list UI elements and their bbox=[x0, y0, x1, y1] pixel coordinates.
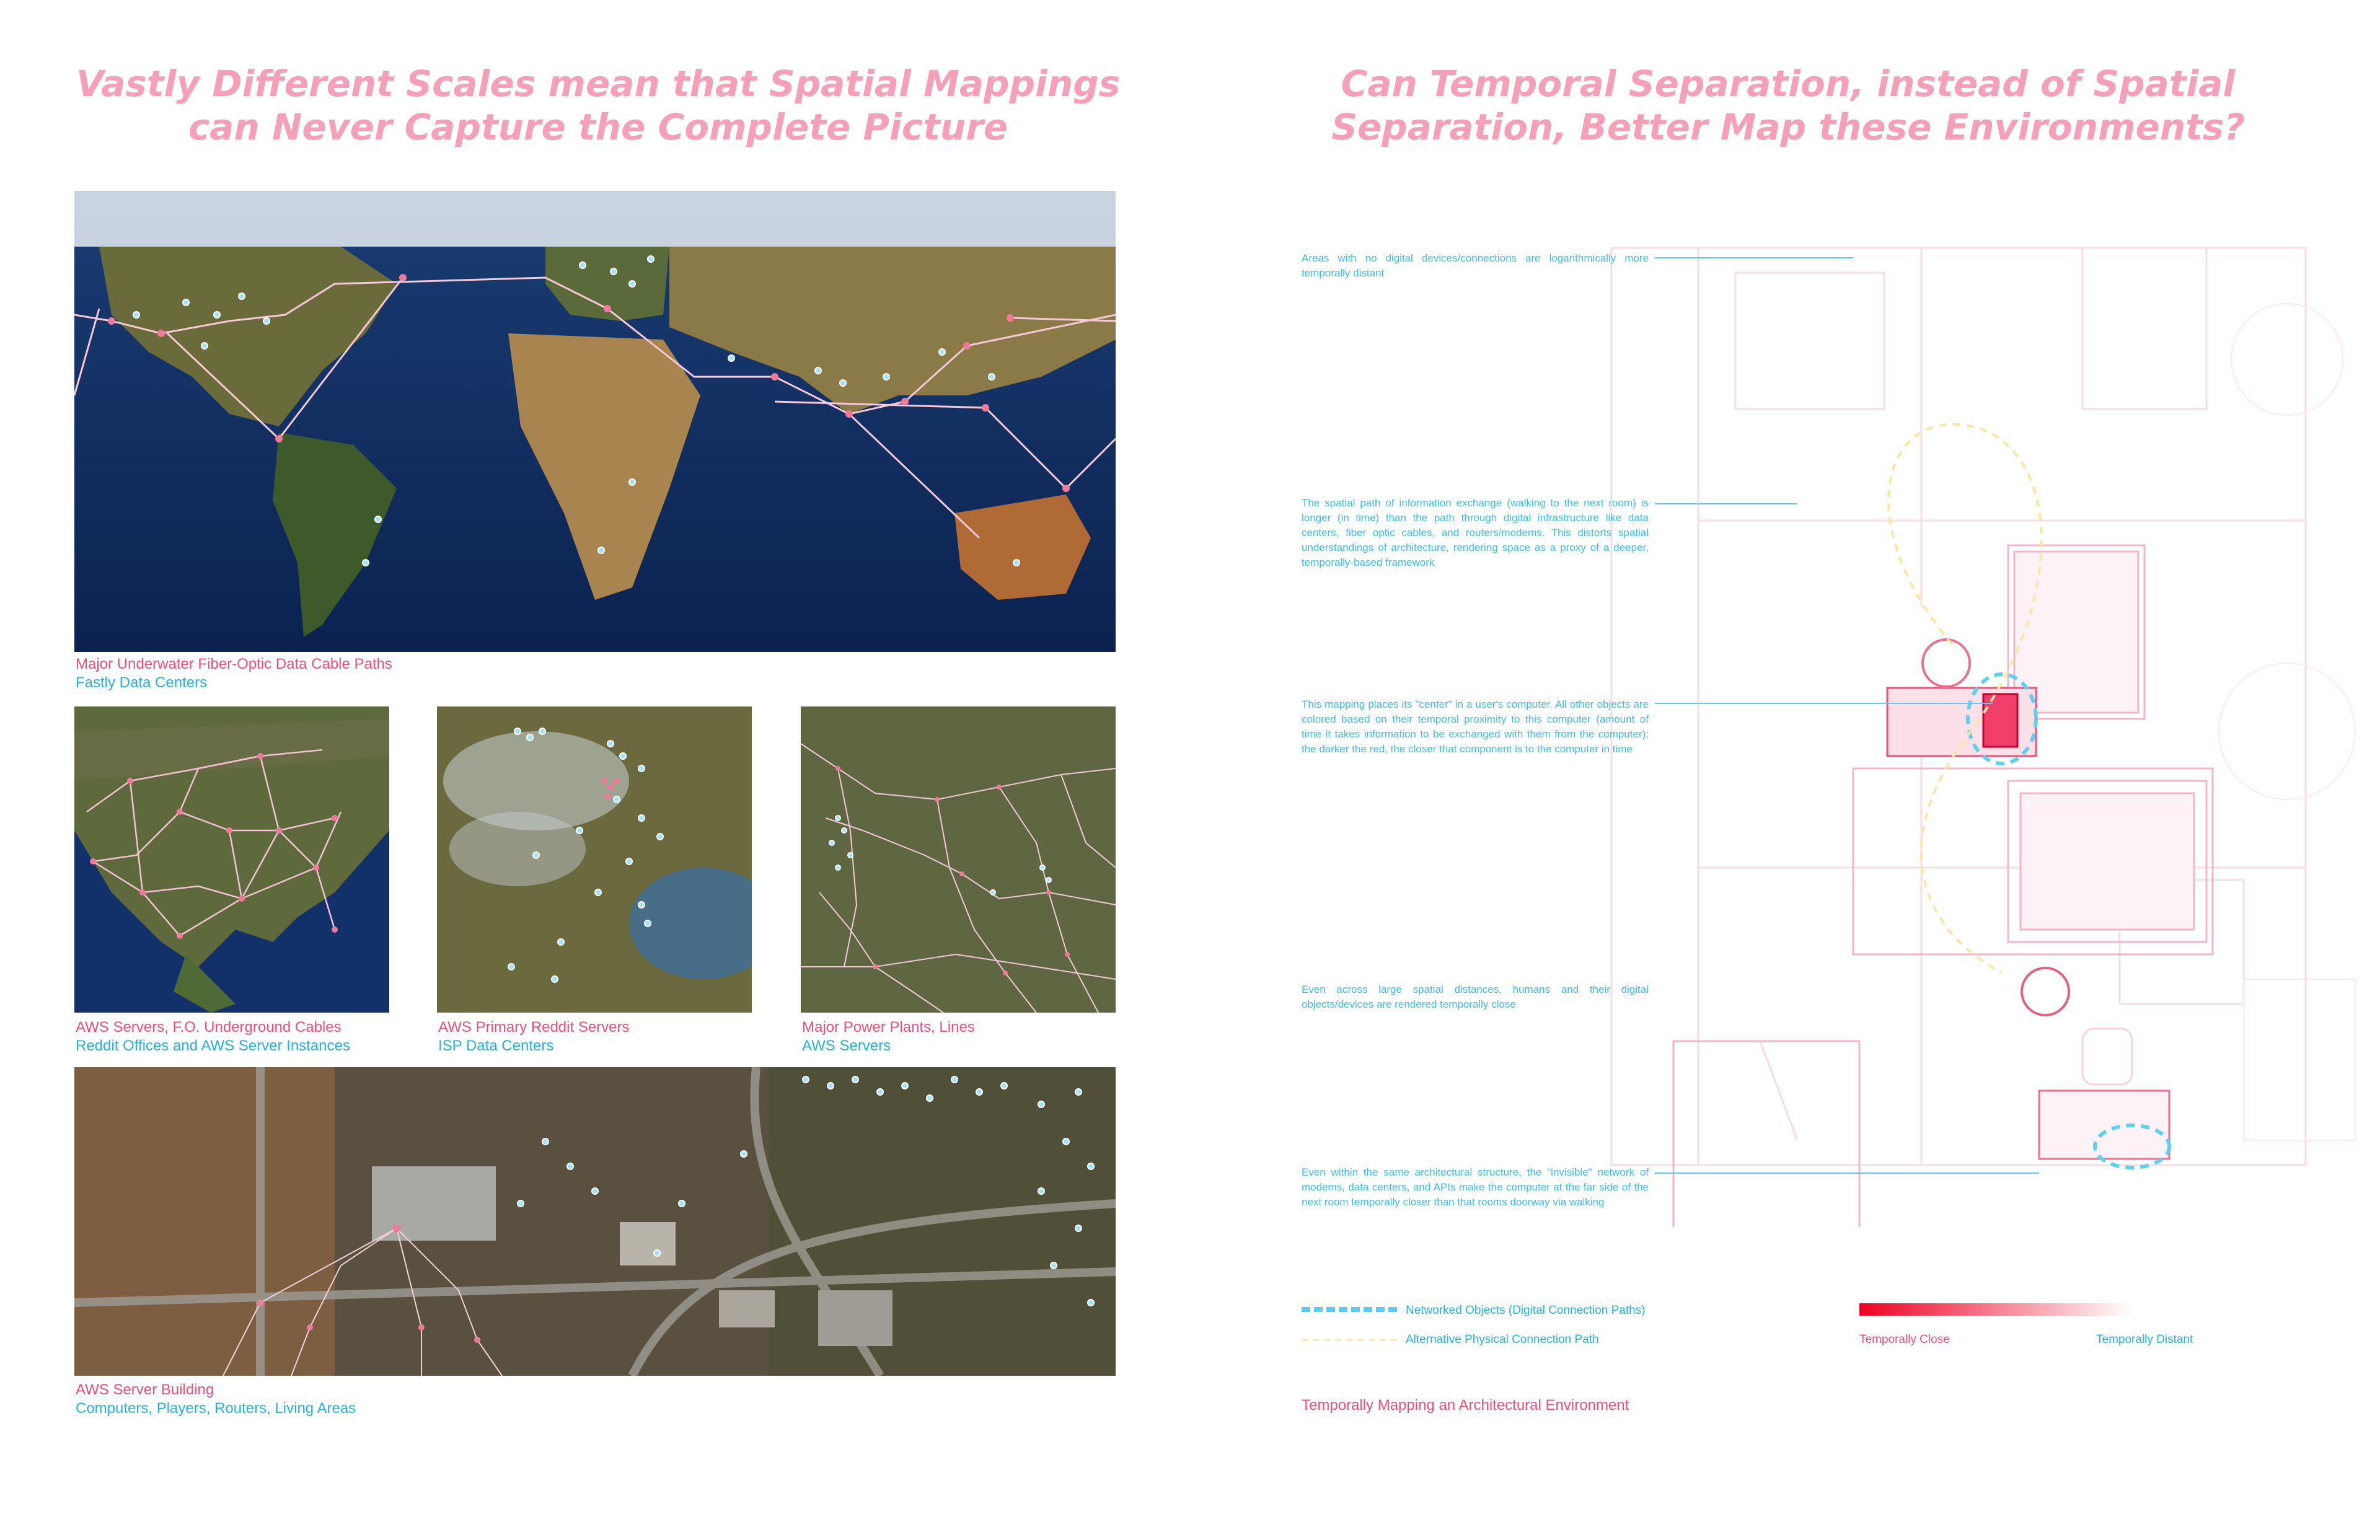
building-aerial-caption-red: AWS Server Building bbox=[76, 1381, 214, 1398]
power-map-image bbox=[801, 706, 1116, 1013]
right-title-line-2: Separation, Better Map these Environments? bbox=[1331, 106, 2245, 148]
building-aerial-caption bbox=[76, 1381, 356, 1418]
reddit-map-caption bbox=[438, 1018, 630, 1055]
right-title bbox=[1264, 62, 2312, 149]
figure-caption: Temporally Mapping an Architectural Environment bbox=[1302, 1397, 1629, 1414]
reddit-map-caption-blue: ISP Data Centers bbox=[438, 1037, 554, 1054]
us-map-graphic bbox=[74, 706, 389, 1013]
legend-alternative-label: Alternative Physical Connection Path bbox=[1406, 1333, 1599, 1346]
annotation-large-distances: Even across large spatial distances, humans and their digital objects/devices are rendered temporally close bbox=[1302, 983, 1649, 1010]
annotation-empty-areas: Areas with no digital devices/connections are logarithmically more temporally distant bbox=[1302, 252, 1649, 279]
building-aerial-caption-blue: Computers, Players, Routers, Living Areas bbox=[76, 1400, 356, 1417]
power-map-caption-blue: AWS Servers bbox=[802, 1037, 891, 1054]
annotation-spatial-path: The spatial path of information exchange (walking to the next room) is longer (in time) than the path through digital infrastructure like data centers, fiber optic cables, and routers/modems. This distorts spatial understandings of architecture, rendering space as a proxy of a deeper, temporally-based framework bbox=[1302, 497, 1649, 568]
world-map-caption-red: Major Underwater Fiber-Optic Data Cable Paths bbox=[76, 656, 392, 672]
annotation-same-structure: Even within the same architectural structure, the "invisible" network of modems, data centers, and APIs make the computer at the far side of the next room temporally closer than that rooms doorway via walking bbox=[1302, 1166, 1649, 1208]
power-map-caption bbox=[802, 1018, 975, 1055]
power-map-graphic bbox=[801, 706, 1116, 1013]
temporal-gradient-bar bbox=[1859, 1303, 2132, 1316]
left-title-line-2: can Never Capture the Complete Picture bbox=[188, 106, 1008, 148]
us-map-caption-red: AWS Servers, F.O. Underground Cables bbox=[76, 1019, 342, 1036]
us-map-caption-blue: Reddit Offices and AWS Server Instances bbox=[76, 1037, 350, 1054]
reddit-map-graphic bbox=[437, 706, 752, 1013]
legend-temporally-distant-label: Temporally Distant bbox=[2096, 1333, 2193, 1346]
world-map-caption bbox=[76, 655, 392, 692]
world-map-caption-blue: Fastly Data Centers bbox=[76, 674, 208, 691]
reddit-map-image bbox=[437, 706, 752, 1013]
world-map-graphic bbox=[74, 191, 1116, 652]
left-title bbox=[74, 62, 1122, 149]
left-title-line-1: Vastly Different Scales mean that Spatial Mappings bbox=[76, 63, 1121, 105]
world-map-image bbox=[74, 191, 1116, 652]
us-map-caption bbox=[76, 1018, 350, 1055]
right-title-line-1: Can Temporal Separation, instead of Spatial bbox=[1341, 63, 2236, 105]
annotation-center: This mapping places its "center" in a user's computer. All other objects are colored based on their temporal proximity to this computer (amount of time it takes information to be exchanged with them from the computer); the darker the red, the closer that component is to the computer in time bbox=[1302, 698, 1649, 755]
building-aerial-image bbox=[74, 1067, 1116, 1376]
reddit-map-caption-red: AWS Primary Reddit Servers bbox=[438, 1019, 630, 1036]
legend-temporally-close-label: Temporally Close bbox=[1859, 1333, 1950, 1346]
legend-networked-label: Networked Objects (Digital Connection Paths) bbox=[1406, 1304, 1646, 1317]
building-aerial-graphic bbox=[74, 1067, 1116, 1376]
power-map-caption-red: Major Power Plants, Lines bbox=[802, 1019, 975, 1036]
us-map-image bbox=[74, 706, 389, 1013]
